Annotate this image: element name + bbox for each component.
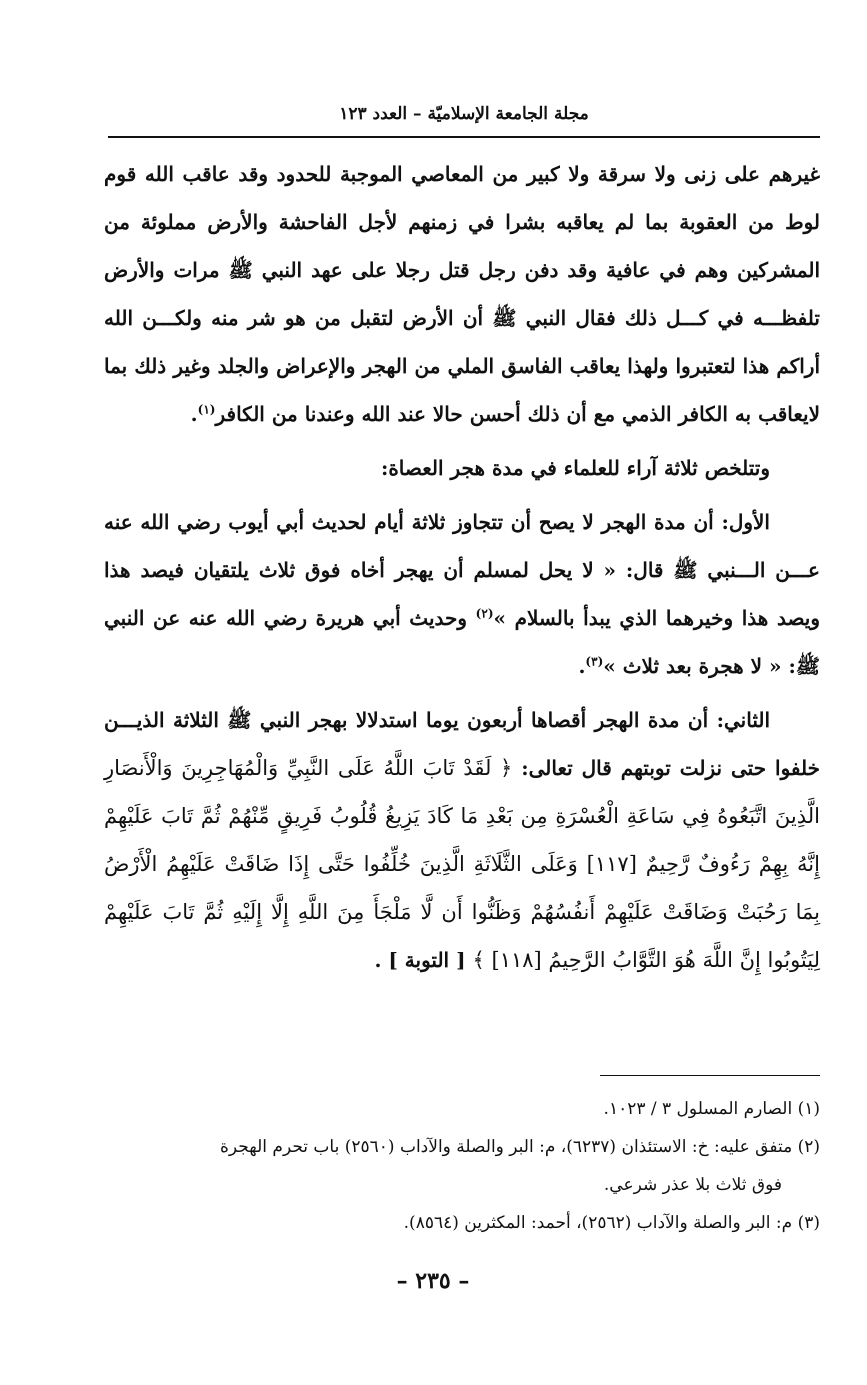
quran-reference: [ التوبة ] .: [374, 948, 466, 972]
footnote-ref-1[interactable]: (١): [197, 402, 216, 417]
text-line: والجلد وغير ذلك بما لايعاقب به الكافر الذمي مع أن ذلك أحسن حالا عند الله: [104, 354, 820, 426]
header-rule: [108, 136, 820, 138]
paragraph-3: الأول: أن مدة الهجر لا يصح أن تتجاوز ثلاثة أيام لحديث أبي أيوب رضي الله عنه عـــن الـــنبي ﷺ قال: « لا يحل لمسلم أن يهجر أخاه فوق ثلاث يلتقيان فيصد هذا ويصد هذا وخيرهما الذي يبدأ بالسلام »$^{(٢)}$ وحديث أبي هريرة رضي الله عنه عن النبي ﷺ: « لا هجرة بعد ثلاث »$^{(٣)}$.: [104, 510, 821, 678]
footnote-2-continuation: فوق ثلاث بلا عذر شرعي.: [603, 1175, 782, 1195]
text-line: والأرض تلفظـــه في كـــل ذلك فقال النبي ﷺ أن الأرض لتقبل من هو شر منه: [104, 258, 820, 330]
text-line: عـــن الـــنبي ﷺ قال: « لا يحل لمسلم أن يهجر أخاه فوق ثلاث يلتقيان: [193, 558, 820, 582]
text-line: من المشركين وهم في عافية وقد دفن رجل قتل رجلا على عهد النبي ﷺ مرات: [104, 210, 820, 282]
footnote-2: (٢) متفق عليه: خ: الاستئذان (٦٢٣٧)، م: البر والصلة والآداب (٢٥٦٠) باب تحرم الهجرة: [220, 1137, 820, 1157]
paragraph-2: وتتلخص ثلاثة آراء للعلماء في مدة هجر العصاة:: [380, 456, 770, 480]
paragraph-1: غيرهم على زنى ولا سرقة ولا كبير من المعاصي الموجبة للحدود وقد عاقب الله قوم لوط من العقوبة بما لم يعاقبه بشرا في زمنهم لأجل الفاحشة والأرض مملوئة من المشركين وهم في عافية وقد دفن رجل قتل رجلا على عهد النبي ﷺ مرات والأرض تلفظـــه في كـــل ذلك فقال النبي ﷺ أن الأرض لتقبل من هو شر منه ولكـــن الله أراكم هذا لتعتبروا ولهذا يعاقب الفاسق الملي من الهجر والإعراض والجلد وغير ذلك بما لايعاقب به الكافر الذمي مع أن ذلك أحسن حالا عند الله وعندنا من الكافر$^{(١)}$.: [104, 162, 821, 426]
page-number: – ٢٣٥ –: [396, 1268, 470, 1294]
text-line: وحديث أبي هريرة رضي الله عنه: [188, 606, 468, 630]
text-line: الذيـــن خلفوا حتى نزلت توبتهم قال تعالى:: [104, 708, 821, 780]
footnote-ref-2[interactable]: (٢): [475, 606, 494, 621]
text-line: الأول: أن مدة الهجر لا يصح أن تتجاوز ثلاثة أيام لحديث أبي أيوب رضي الله عنه: [104, 510, 770, 534]
text-line: ولكـــن الله أراكم هذا لتعتبروا ولهذا يعاقب الفاسق الملي من الهجر والإعراض: [104, 306, 821, 378]
text-line: فيصد هذا ويصد هذا وخيرهما الذي يبدأ بالسلام »: [104, 558, 821, 630]
quran-verse: ﴿ لَقَدْ تَابَ اللَّهُ عَلَى النَّبِيِّ وَالْمُهَاجِرِينَ وَالْأَنصَارِ الَّذِينَ اتَّبَعُوهُ فِي سَاعَةِ الْعُسْرَةِ مِن بَعْدِ مَا كَادَ يَزِيغُ قُلُوبُ فَرِيقٍ مِّنْهُمْ ثُمَّ تَابَ عَلَيْهِمْ إِنَّهُ بِهِمْ رَءُوفٌ رَّحِيمٌ [١١٧] وَعَلَى الثَّلَاثَةِ الَّذِينَ خُلِّفُوا حَتَّى إِذَا ضَاقَتْ عَلَيْهِمُ الْأَرْضُ بِمَا رَحُبَتْ وَضَاقَتْ عَلَيْهِمْ أَنفُسُهُمْ وَظَنُّوا أَن لَّا مَلْجَأَ مِنَ اللَّهِ إِلَّا إِلَيْهِ ثُمَّ تَابَ عَلَيْهِمْ لِيَتُوبُوا إِنَّ اللَّهَ هُوَ التَّوَّابُ الرَّحِيمُ [١١٨] ﴾: [104, 756, 820, 972]
footnotes: [108, 1090, 820, 1242]
text-line: الثاني: أن مدة الهجر أقصاها أربعون يوما استدلالا بهجر النبي ﷺ الثلاثة: [172, 708, 771, 732]
footnote-separator: [600, 1075, 820, 1076]
text-line: عن النبي ﷺ: « لا هجرة بعد ثلاث »: [104, 606, 820, 678]
footnote-3: (٣) م: البر والصلة والآداب (٢٥٦٢)، أحمد: المكثرين (٨٥٦٤).: [403, 1213, 820, 1233]
footnote-1: (١) الصارم المسلول ٣ / ١٠٢٣.: [603, 1099, 820, 1119]
main-text: [104, 150, 820, 984]
footnote-ref-3[interactable]: (٣): [585, 654, 604, 669]
paragraph-4: [104, 696, 820, 984]
text-line: غيرهم على زنى ولا سرقة ولا كبير من المعاصي الموجبة للحدود وقد عاقب الله: [144, 162, 820, 186]
text-line: وعندنا من الكافر: [215, 402, 355, 426]
running-header: مجلة الجامعة الإسلاميّة – العدد ١٢٣: [339, 104, 589, 124]
text-line: قوم لوط من العقوبة بما لم يعاقبه بشرا في زمنهم لأجل الفاحشة والأرض مملوئة: [104, 162, 820, 234]
